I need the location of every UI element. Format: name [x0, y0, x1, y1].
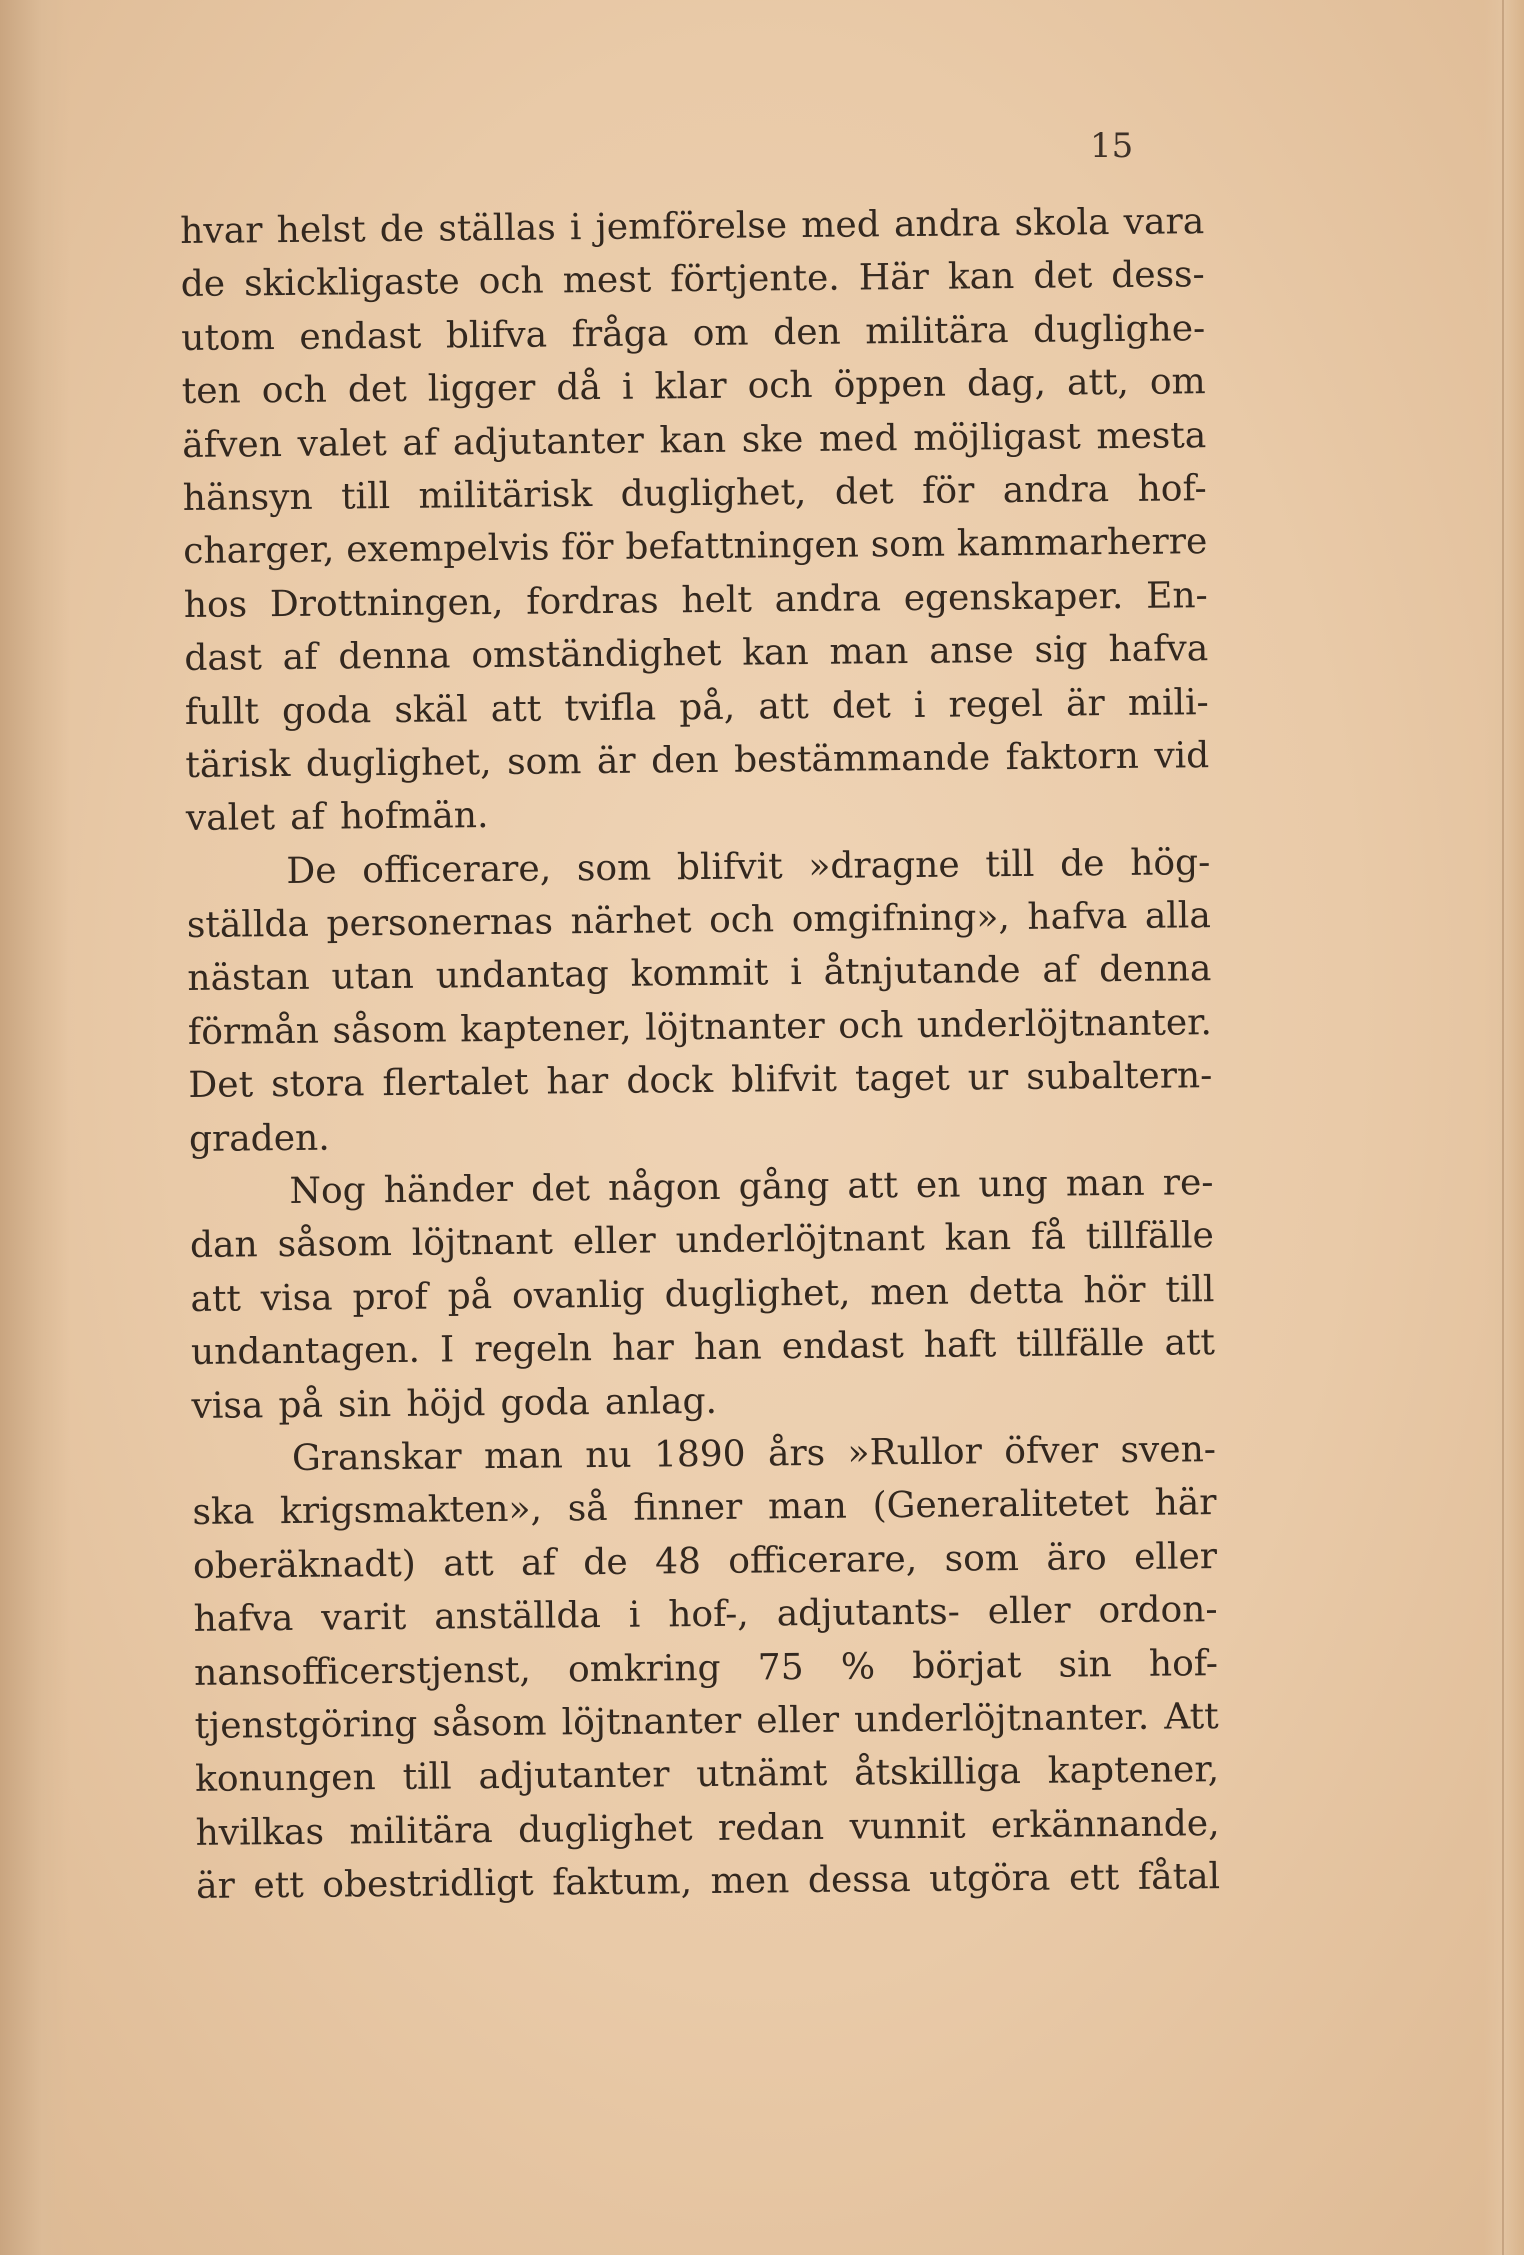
word: 48	[654, 1540, 702, 1583]
word: i	[628, 1594, 641, 1636]
word: att	[443, 1542, 494, 1585]
word: ska	[192, 1491, 255, 1534]
word: ett	[1068, 1857, 1120, 1899]
word: att	[1164, 1322, 1216, 1364]
word: regel	[948, 683, 1044, 726]
word: de	[1059, 842, 1105, 885]
word: för	[921, 470, 975, 512]
text-line	[185, 729, 1209, 792]
word: dessa	[807, 1859, 911, 1902]
word: i	[569, 207, 582, 249]
word: andra	[774, 578, 882, 621]
word: militära	[349, 1809, 493, 1853]
word: adjutanter	[452, 420, 645, 463]
word: och	[747, 365, 813, 407]
word: såsom	[432, 1702, 547, 1745]
word: tillfälle	[1085, 1215, 1215, 1258]
word: ten	[181, 370, 241, 413]
word: kommit	[630, 952, 769, 996]
word: de	[379, 208, 425, 251]
word: löjtnanter	[561, 1700, 742, 1744]
text-line	[196, 1850, 1220, 1913]
text-line	[184, 622, 1208, 685]
word: hafva	[193, 1598, 294, 1641]
text-line	[180, 195, 1204, 258]
text-line	[194, 1690, 1218, 1753]
word: oberäknadt)	[192, 1543, 416, 1587]
word: 1890	[653, 1433, 746, 1476]
word: möjligast	[913, 415, 1081, 459]
word: om	[692, 312, 749, 354]
word: börjat	[912, 1644, 1022, 1687]
word: valet	[185, 797, 276, 840]
word: få	[1030, 1216, 1067, 1259]
word: »dragne	[808, 844, 960, 887]
word: bestämmande	[733, 737, 991, 781]
word: flertalet	[382, 1061, 529, 1105]
text-line	[186, 782, 1210, 845]
word: nansofficerstjenst,	[193, 1649, 532, 1694]
word: ordon-	[1098, 1589, 1218, 1632]
word: faktorn	[1005, 735, 1140, 779]
word: befattningen	[625, 524, 860, 569]
word: man	[483, 1435, 564, 1478]
word: I	[439, 1329, 455, 1371]
word: har	[546, 1061, 609, 1103]
word: af	[1042, 949, 1078, 992]
word: åtskilliga	[853, 1751, 1022, 1794]
word: andra	[1002, 469, 1110, 512]
word: vara	[1123, 201, 1205, 243]
word: är	[596, 740, 636, 782]
word: ung	[978, 1163, 1049, 1206]
text-line	[183, 515, 1207, 578]
word: öfver	[1004, 1430, 1099, 1473]
word: hänsyn	[182, 476, 313, 519]
word: fåtal	[1137, 1856, 1221, 1898]
text-line	[182, 409, 1206, 472]
word: re-	[1162, 1162, 1214, 1204]
word: kan	[659, 419, 727, 461]
word: hör	[1083, 1269, 1146, 1312]
word: subaltern-	[1026, 1055, 1213, 1099]
word: han	[693, 1326, 762, 1369]
word: men	[870, 1271, 950, 1314]
word: utom	[181, 316, 275, 359]
word: konungen	[194, 1757, 376, 1801]
word: sven-	[1120, 1429, 1217, 1472]
word: är	[195, 1865, 236, 1908]
word: helt	[681, 579, 753, 621]
word: %	[840, 1645, 876, 1688]
word: kan	[742, 632, 809, 674]
word: undantag	[435, 954, 609, 998]
word: undantagen.	[190, 1329, 421, 1374]
word: till	[402, 1756, 452, 1799]
word: en	[915, 1164, 961, 1207]
word: (Generalitetet	[872, 1483, 1130, 1527]
word: löjtnanter	[644, 1005, 825, 1049]
word: någon	[607, 1166, 721, 1209]
word: omgifning»,	[791, 897, 1011, 941]
word: med	[801, 204, 880, 247]
text-line	[181, 249, 1205, 312]
word: dast	[184, 637, 263, 680]
word: i	[790, 952, 802, 994]
word: man	[767, 1486, 848, 1528]
word: detta	[968, 1270, 1064, 1313]
text-line	[195, 1743, 1219, 1806]
word: varit	[321, 1597, 407, 1639]
word: nu	[585, 1434, 632, 1477]
word: till	[985, 843, 1035, 885]
word: Att	[1164, 1696, 1219, 1738]
word: att	[490, 688, 542, 730]
word: af	[402, 422, 438, 464]
word: goda	[500, 1381, 590, 1424]
word: Nog	[289, 1170, 366, 1213]
word: blifva	[445, 314, 548, 357]
word: att	[190, 1278, 242, 1320]
word: personernas	[326, 901, 554, 945]
word: ligger	[427, 367, 536, 410]
text-line	[194, 1637, 1218, 1700]
text-line	[187, 943, 1211, 1006]
word: kan	[944, 1217, 1012, 1260]
word: dock	[626, 1060, 714, 1103]
word: blifvit	[730, 1058, 838, 1101]
word: som	[944, 1537, 1020, 1580]
word: af	[520, 1542, 557, 1584]
word: hos	[183, 584, 248, 626]
word: de	[583, 1541, 628, 1583]
word: förtjente.	[670, 258, 840, 301]
word: att	[758, 685, 809, 727]
word: underlöjtnanter.	[853, 1696, 1150, 1741]
word: utan	[331, 956, 415, 999]
word: års	[767, 1432, 826, 1475]
word: hof-	[1137, 468, 1207, 510]
word: på,	[679, 686, 736, 728]
word: sin	[337, 1383, 392, 1426]
word: haft	[923, 1324, 997, 1367]
word: obestridligt	[322, 1862, 534, 1906]
word: att	[847, 1165, 899, 1207]
word: vunnit	[849, 1805, 966, 1848]
word: ske	[741, 418, 804, 461]
word: den	[650, 739, 719, 782]
word: man	[1065, 1162, 1145, 1205]
word: hofmän.	[339, 795, 489, 838]
text-line	[191, 1370, 1215, 1433]
word: taget	[854, 1057, 950, 1100]
word: endast	[299, 315, 422, 358]
word: goda	[281, 689, 372, 732]
word: jemförelse	[595, 205, 788, 249]
word: skola	[1014, 202, 1110, 244]
word: tillfälle	[1016, 1322, 1145, 1366]
word: för	[561, 527, 614, 569]
word: mest	[562, 259, 652, 302]
word: officerare,	[362, 848, 552, 891]
word: officerare,	[728, 1538, 918, 1582]
word: fullt	[184, 690, 260, 733]
word: krigsmakten»,	[279, 1488, 543, 1533]
word: skickligaste	[243, 261, 460, 305]
word: det	[1033, 255, 1093, 298]
word: såsom	[277, 1223, 393, 1266]
word: nästan	[187, 957, 310, 1000]
text-line	[185, 676, 1209, 739]
word: hof-	[1148, 1642, 1219, 1685]
word: En-	[1145, 574, 1208, 617]
word: dag,	[966, 362, 1047, 405]
word: sig	[1034, 629, 1088, 671]
word: hof-,	[668, 1593, 749, 1636]
word: hafva	[1108, 628, 1209, 671]
word: Drottningen,	[269, 581, 504, 625]
word: tärisk	[185, 743, 291, 786]
word: valet	[297, 422, 387, 465]
word: kammarherre	[956, 521, 1208, 565]
page-number: 15	[1090, 126, 1134, 166]
word: eller	[756, 1699, 840, 1742]
text-line	[190, 1210, 1214, 1273]
word: duglighet,	[305, 741, 492, 785]
word: som	[506, 741, 582, 783]
text-line	[186, 836, 1210, 899]
word: fråga	[571, 313, 669, 356]
word: är	[1065, 682, 1105, 725]
word: gång	[738, 1165, 830, 1208]
word: kaptener,	[460, 1007, 632, 1051]
word: hög-	[1130, 841, 1211, 884]
text-line	[188, 1049, 1212, 1112]
word: kaptener,	[1047, 1749, 1220, 1793]
word: ovanlig	[511, 1274, 645, 1317]
word: anse	[929, 630, 1014, 672]
word: tjenstgöring	[194, 1703, 418, 1747]
word: löjtnant	[411, 1221, 554, 1265]
word: höjd	[406, 1382, 486, 1425]
word: duglighet,	[664, 1272, 851, 1316]
word: som	[576, 847, 652, 889]
word: det	[831, 684, 891, 727]
word: på	[447, 1275, 493, 1318]
text-line	[192, 1476, 1216, 1539]
word: graden.	[188, 1117, 330, 1160]
word: adjutanter	[478, 1754, 670, 1798]
text-line	[190, 1263, 1214, 1326]
word: utnämt	[696, 1753, 828, 1796]
word: duglighet,	[620, 471, 807, 515]
text-line	[181, 302, 1205, 365]
word: som	[870, 524, 946, 566]
word: stora	[270, 1063, 365, 1106]
word: i	[913, 684, 926, 726]
word: finner	[633, 1487, 743, 1530]
word: Granskar	[291, 1436, 462, 1479]
word: hafva	[1027, 896, 1128, 938]
word: förmån	[187, 1010, 320, 1053]
text-line	[187, 889, 1211, 952]
word: prof	[352, 1276, 428, 1319]
word: den	[772, 311, 841, 354]
word: mili-	[1127, 681, 1209, 724]
word: fordras	[526, 580, 659, 623]
word: man	[829, 631, 909, 673]
word: dess-	[1111, 254, 1205, 297]
word: regeln	[474, 1328, 593, 1371]
word: skäl	[394, 688, 468, 731]
gutter-shadow	[0, 0, 70, 2255]
word: af	[289, 796, 326, 839]
word: men	[710, 1860, 790, 1903]
text-line	[183, 462, 1207, 525]
word: adjutants-	[776, 1591, 960, 1635]
word: anställda	[434, 1595, 602, 1638]
word: händer	[383, 1168, 514, 1212]
text-line	[188, 996, 1212, 1059]
word: till	[340, 475, 391, 518]
word: tvifla	[564, 686, 657, 729]
word: det	[834, 471, 894, 513]
word: anlag.	[604, 1380, 718, 1423]
word: ställda	[186, 903, 310, 947]
word: sin	[1058, 1643, 1112, 1686]
word: ett	[253, 1865, 304, 1907]
word: och	[261, 369, 328, 412]
word: 75	[757, 1646, 804, 1689]
text-line	[184, 569, 1208, 632]
word: alla	[1144, 895, 1211, 937]
word: erkännande,	[990, 1802, 1220, 1847]
word: det	[347, 369, 407, 411]
word: vid	[1154, 735, 1210, 777]
word: charger,	[183, 529, 335, 573]
word: visa	[191, 1384, 264, 1427]
word: eller	[987, 1590, 1071, 1633]
word: blifvit	[676, 845, 783, 888]
word: eller	[1133, 1535, 1218, 1578]
word: omkring	[567, 1647, 721, 1690]
word: äro	[1046, 1536, 1107, 1579]
word: underlöjtnant	[675, 1218, 925, 1262]
text-line	[189, 1156, 1213, 1219]
word: underlöjtnanter.	[916, 1001, 1213, 1046]
word: på	[278, 1384, 324, 1426]
word: visa	[260, 1277, 333, 1320]
word: faktum,	[552, 1861, 693, 1904]
body-text	[180, 195, 1220, 1913]
word: Här	[858, 257, 930, 299]
word: med	[818, 417, 898, 460]
word: Det	[188, 1064, 254, 1107]
text-line	[193, 1583, 1217, 1646]
word: hvar	[180, 210, 263, 252]
word: de	[180, 263, 226, 306]
word: denna	[1098, 948, 1212, 991]
word: klar	[654, 365, 727, 408]
text-line	[192, 1423, 1216, 1486]
word: militära	[865, 309, 1009, 353]
page-edge-line	[1502, 0, 1504, 2255]
word: redan	[717, 1806, 825, 1849]
text-line	[189, 1103, 1213, 1166]
word: duglighet	[517, 1807, 693, 1851]
word: och	[708, 899, 775, 942]
word: och	[478, 260, 544, 303]
word: endast	[781, 1325, 904, 1368]
word: öppen	[833, 363, 947, 406]
word: ur	[967, 1057, 1009, 1099]
word: denna	[338, 635, 451, 678]
word: såsom	[332, 1009, 447, 1052]
text-line	[182, 355, 1206, 418]
word: egenskaper.	[903, 575, 1124, 619]
word: till	[1165, 1268, 1215, 1311]
word: utgöra	[929, 1857, 1051, 1900]
word: omständighet	[471, 632, 722, 677]
page-edge	[1484, 0, 1524, 2255]
word: närhet	[570, 900, 692, 943]
word: har	[611, 1327, 675, 1370]
word: och	[838, 1004, 904, 1047]
word: så	[567, 1488, 608, 1530]
word: duglighe-	[1032, 307, 1206, 351]
word: då	[556, 367, 602, 409]
word: här	[1154, 1482, 1217, 1525]
word: militärisk	[418, 474, 593, 517]
word: mesta	[1096, 414, 1207, 457]
word: i	[621, 366, 634, 408]
word: dan	[189, 1224, 258, 1267]
word: De	[286, 850, 337, 892]
word: kan	[947, 256, 1015, 299]
word: exempelvis	[346, 527, 550, 571]
word: andra	[893, 203, 1001, 246]
text-line	[191, 1316, 1215, 1379]
word: äfven	[182, 423, 283, 466]
word: helst	[276, 209, 366, 252]
word: af	[282, 636, 318, 679]
word: åtnjutande	[823, 950, 1021, 994]
text-line	[193, 1530, 1217, 1593]
word: »Rullor	[847, 1431, 982, 1474]
word: om	[1149, 361, 1206, 403]
word: hvilkas	[195, 1811, 325, 1854]
word: det	[530, 1168, 591, 1210]
word: att,	[1066, 362, 1130, 404]
text-line	[195, 1797, 1219, 1860]
word: eller	[572, 1220, 656, 1263]
word: ställas	[438, 207, 556, 250]
